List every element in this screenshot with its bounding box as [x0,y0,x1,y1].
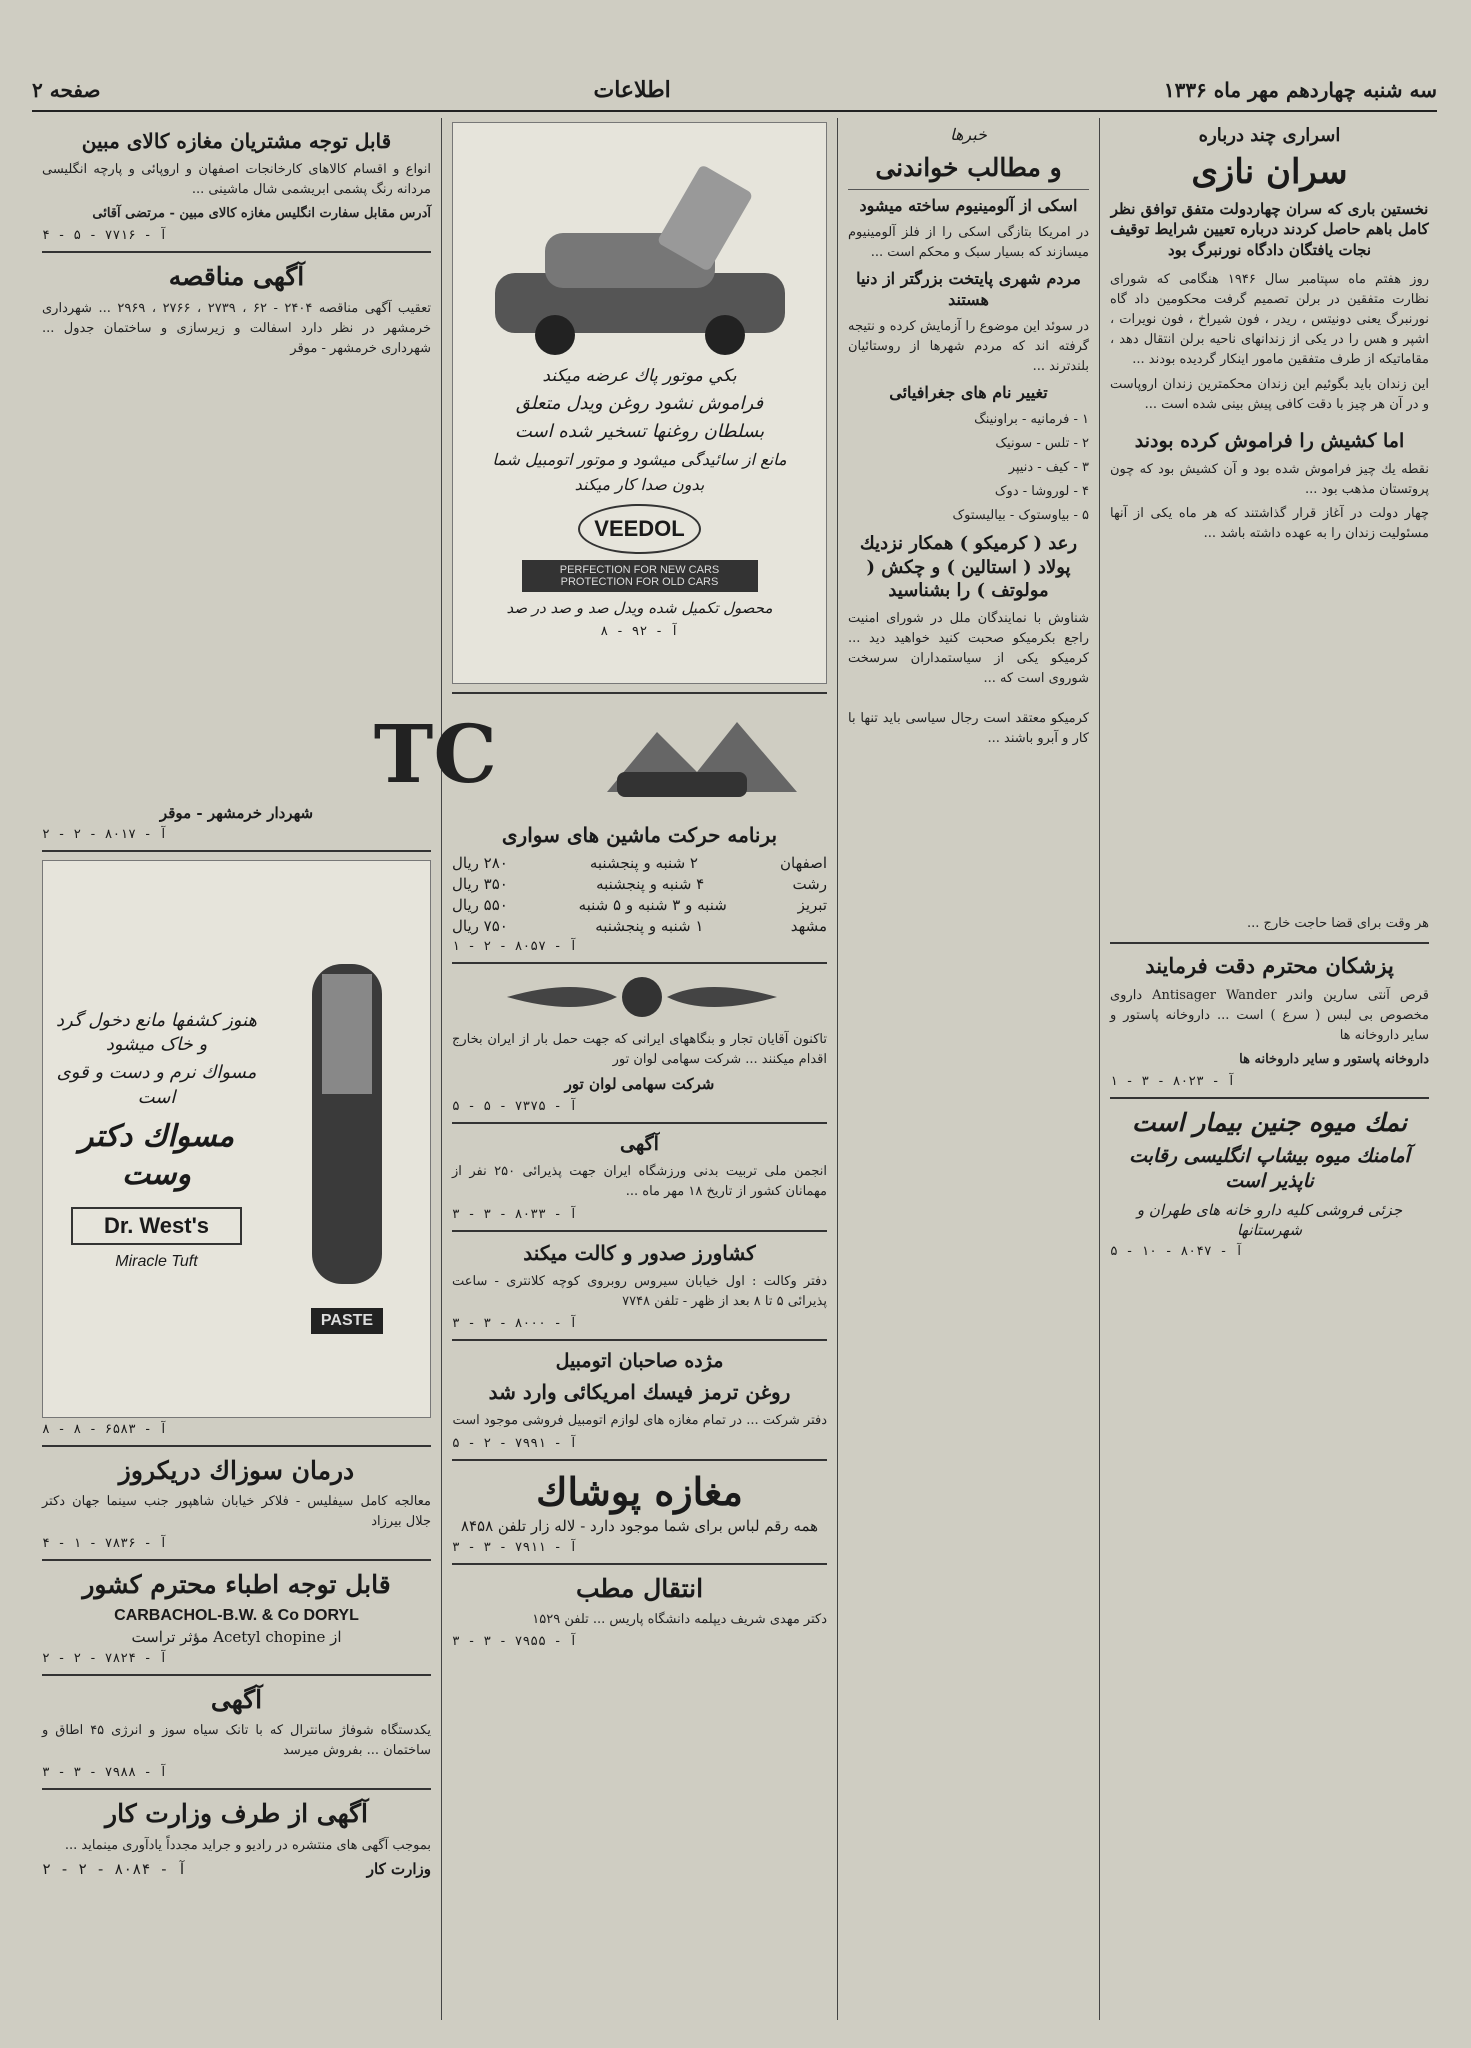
brush-text-1: هنوز کشفها مانع دخول گرد و خاک میشود [55,1009,258,1056]
paper-name: اطلاعات [593,77,671,103]
news-item-4-title: رعد ( کرمیکو ) همکار نزدیك پولاد ( استالین ) و چکش ( مولوتف ) را بشناسید [859,533,1078,602]
tender-code: آ - ۸۰۱۷ - ۲ - ۲ [42,826,168,842]
news-list [848,410,1089,527]
brush-code: آ - ۶۵۸۳ - ۸ - ۸ [42,1421,168,1437]
mobin-code: آ - ۷۷۱۶ - ۵ - ۴ [42,228,168,244]
veedol-line-1: فراموش نشود روغن ويدل متعلق [515,392,764,414]
doctor-code: آ - ۷۸۲۴ - ۲ - ۲ [42,1650,168,1666]
ministry-title: آگهی از طرف وزارت كار [105,1799,368,1829]
mobin-title: قابل توجه مشتریان مغازه كالای مبین [81,129,392,153]
table-row: رشت ۴ شنبه و پنجشنبه ۳۵۰ ريال [452,875,827,893]
tender-body: تعقیب آگهی مناقصه ۲۴۰۴ - ۶۲ ، ۲۷۳۹ ، ۲۷۶۶ ، ۲۹۶۹ ... شهرداری خرمشهر در نظر دارد اسفالت و زیرسازی و ساختمان جدول ... شهرداری خرمشهر - موقر [42,300,432,356]
veedol-brand: VEEDOL [578,504,700,554]
agahi-body: یکدستگاه شوفاژ سانترال که با تانک سیاه سوز و انرژی ۴۵ اطاق و ساختمان ... بفروش میرسد [42,1723,431,1759]
ministry-code: آ - ۸۰۸۴ - ۲ - ۲ [42,1859,187,1878]
brush-paste: PASTE [311,1308,383,1334]
brush-text-2: مسواك نرم و دست و قوی است [56,1062,257,1108]
hair-title: درمان سوزاك دریكروز [118,1455,355,1485]
winged-emblem-icon [457,972,827,1022]
column-left-ads [32,118,441,2020]
news-item-2-title: مردم شهری پایتخت بزرگتر از دنیا هستند [856,268,1081,309]
move-code: آ - ۷۹۵۵ - ۳ - ۳ [452,1634,578,1650]
bus-logo-icon [373,702,827,812]
news-item-4-body: شناوش با نمایندگان ملل در شورای امنیت راجع بکرمیکو صحبت کنید خواهید دید ... کرمیکو یکی از سیاستمداران سرسخت شوروی است كه ... [848,610,1089,687]
list-item: ۵ - بیاوستوک - بیالیستوک [952,508,1089,524]
veedol-agent: محصول تكميل شده ويدل صد و صد در صد [506,598,773,617]
doctors-ad-body: قرص آنتی سارین واندر Antisager Wander داروی مخصوص بی لبس ( سرع ) است ... داروخانه پاستور و سایر داروخانه ها [1110,987,1429,1043]
doctor-title: قابل توجه اطباء محترم کشور [82,1570,391,1600]
bus-table [452,854,827,935]
news-item-2-body: در سوئد این موضوع را آزمایش کرده و نتیجه گرفته اند که مردم شهرها از روستائيان بلندترند ... [848,318,1089,374]
list-item: ۴ - لوروشا - دوک [994,484,1089,500]
bus-title: برنامه حرکت ماشین های سواری [501,823,778,847]
move-title: انتقال مطب [575,1573,704,1603]
mobin-body: انواع و اقسام کالاهای کارخانجات اصفهان و اروپائی و پارچه انگلیسی مردانه رنگ پشمی ابریشمی شال ماشینی ... [42,162,431,198]
tour-body: تاکنون آقایان تجار و بنگاههای ایرانی که جهت حمل بار از ایران بخارج اقدام میکنند ... شرکت سهامی لوان تور [452,1032,827,1068]
list-item: ۱ - فرمانیه - براونینگ [974,411,1089,427]
ministry-body: بموجب آگهی های منتشره در رادیو و جراید مجدداً یادآوری مینماید ... [64,1837,431,1853]
svg-text:TC: TC [373,707,497,801]
article-section-title: اما كشيش را فراموش كرده بودند [1134,429,1405,452]
toothbrush-icon [287,944,407,1304]
veedol-code: آ - ۹۲ - ۸ [600,623,679,639]
article-body-4: چهار دولت در آغاز قرار گذاشتند كه هر ماه يكى از آنها مسئوليت زندان را به عهده داشته باشد ... [1110,505,1429,541]
tender-title: آگهی مناقصه [168,262,305,292]
salt-ad-title: نمك ميوه جنين بيمار است [1132,1108,1407,1138]
farmer-body: دفتر وکالت : اول خیابان سیروس روبروی کوچه کلانتری - ساعت پذیرائی ۵ تا ۸ بعد از ظهر - تلفن ۷۷۴۸ [452,1273,827,1309]
toothbrush-ad [42,860,431,1418]
article-body-1: روز هفتم ماه سپتامبر سال ۱۹۴۶ هنگامی که شوراى نظارت متفقين در برلن تصميم گرفت محکومين داد گاه نورنبرگ يعنى دونيتس ، ريدر ، فون شيراخ ، فون نويرات ، اشپر و هس را در يكى از زندانهاى ناحيه برلن انتقال دهد ، مقاماتيكه از طرف متفقين مامور اينكار گرديده بودند ... [1110,271,1430,368]
shop-code: آ - ۷۹۱۱ - ۳ - ۳ [452,1539,578,1555]
page-header [32,70,1437,112]
move-body: دکتر مهدی شریف دیپلمه دانشگاه پاریس ... تلفن ۱۵۲۹ [532,1612,827,1628]
agahi-title: آگهی [210,1684,263,1714]
oil-title: روغن ترمز فیسك امریکائی وارد شد [488,1380,791,1405]
page-number: صفحه ۲ [32,78,101,102]
column-news [837,118,1099,2020]
veedol-line-4: بدون صدا كار ميكند [574,475,705,495]
tender-sign: شهردار خرمشهر - موقر [159,803,314,822]
salt-ad-code: آ - ۸۰۴۷ - ۱۰ - ۵ [1110,1244,1244,1260]
salt-ad-body: آمامنك ميوه بيشاپ انگليسى رقابت ناپذير است [1129,1145,1410,1193]
news-kicker: خبرها [950,125,987,144]
mobin-address: آدرس مقابل سفارت انگلیس مغازه كالای مبین - مرتضی آقائی [92,206,431,222]
doctor-line: از Acetyl chopine مؤثر تراست [131,1627,342,1646]
bus-code: آ - ۸۰۵۷ - ۲ - ۱ [452,939,578,954]
doctors-ad-title: پزشکان محترم دقت فرمایند [1145,953,1394,979]
oil-body: دفتر شرکت ... در تمام مغازه های لوازم اتومبیل فروشی موجود است [452,1413,827,1429]
notice-code: آ - ۸۰۳۳ - ۳ - ۳ [452,1206,578,1222]
date-label: سه شنبه چهاردهم مهر ماه ۱۳۳۶ [1163,78,1437,102]
table-row: مشهد ۱ شنبه و پنجشنبه ۷۵۰ ريال [452,917,827,935]
article-title: سران نازی [1191,152,1348,193]
column-article [1099,118,1439,2020]
bus-ad [373,702,827,954]
news-item-1-title: اسکی از آلومینیوم ساخته میشود [859,195,1078,215]
hair-code: آ - ۷۸۳۶ - ۱ - ۴ [42,1536,168,1552]
news-item-3-title: تغییر نام های جغرافیائی [889,382,1048,402]
list-item: ۳ - کیف - دنیپر [1008,460,1089,476]
doctors-ad-pharm: داروخانه پاستور و سایر داروخانه ها [1239,1051,1429,1067]
brush-title: مسواك دکتر وست [78,1119,235,1192]
agahi-code: آ - ۷۹۸۸ - ۳ - ۳ [42,1765,168,1781]
veedol-ad [452,122,827,684]
veedol-line-2: بسلطان روغنها تسخير شده است [514,421,765,443]
veedol-tag: PERFECTION FOR NEW CARS PROTECTION FOR OLD CARS [522,560,758,592]
shop-title: مغازه پوشاك [536,1468,743,1514]
brush-sub: Miracle Tuft [115,1253,198,1271]
article-footer: هر وقت براى قضا حاجت خارج ... [1247,916,1429,932]
doctors-ad-code: آ - ۸۰۲۳ - ۳ - ۱ [1110,1074,1236,1090]
news-title: و مطالب خواندنی [875,152,1062,182]
table-row: تبریز شنبه و ۳ شنبه و ۵ شنبه ۵۵۰ ريال [452,896,827,914]
notice-title: آگهی [620,1132,659,1155]
article-body-3: نقطه يك چيز فراموش شده بود و آن كشيش بود كه چون پروتستان مذهب بود ... [1110,461,1429,497]
notice-body: انجمن ملی تربیت بدنی ورزشگاه ایران جهت پذیرائی ۲۵۰ نفر از مهمانان کشور از تاریخ ۱۸ مهر ماه ... [452,1164,827,1200]
tour-code: آ - ۷۳۷۵ - ۵ - ۵ [452,1098,578,1114]
ministry-footer [42,1860,431,1878]
article-kicker: اسرارى چند درباره [1198,125,1341,146]
farmer-title: کشاورز صدور و کالت میکند [523,1240,756,1265]
list-item: ۲ - تلس - سونیک [995,435,1089,451]
hair-body: معالجه کامل سیفلیس - فلاکر خیابان شاهپور جنب سینما جهان دکتر جلال بیرزاد [42,1494,431,1530]
mozhdeh-title: مژده صاحبان اتومبیل [555,1349,724,1372]
article-subtitle: نخستین بارى که سران چهاردولت متفق توافق نظر كامل باهم حاصل کردند درباره تعیین شرایط توقیف نجات یافتگان دادگاه نورنبرگ بود [1110,200,1429,259]
salt-ad-body-2: جزئی فروشی كليه دارو خانه های طهران و شهرستانها [1136,1200,1403,1239]
veedol-caption: بكي موتور پاك عرضه ميكند [542,366,737,387]
table-row: اصفهان ۲ شنبه و پنجشنبه ۲۸۰ ريال [452,854,827,872]
shop-body: همه رقم لباس برای شما موجود دارد - لاله زار تلفن ۸۴۵۸ [460,1516,819,1535]
farmer-code: آ - ۸۰۰۰ - ۳ - ۳ [452,1315,578,1331]
ministry-sign: وزارت کار [366,1859,431,1878]
veedol-line-3: مانع از سائيدگى ميشود و موتور اتومبيل شما [492,449,787,469]
doctor-latin: CARBACHOL-B.W. & Co DORYL [114,1606,359,1624]
news-item-4-body-2: کرمیکو معتقد است رجال سیاسی باید تنها با کار و آبرو باشند ... [848,711,1089,747]
news-item-1-body: در امریکا بتازگی اسکی را از فلز آلومینیوم میسازند که بسیار سبک و محکم است ... [848,224,1089,260]
article-body-2: اين زندان بايد بگوئيم اين زندان محكمترين زندان اروپاست و در آن هر چيز با دقت كافى پيش بينى شده است ... [1110,376,1429,412]
brush-brand: Dr. West's [71,1207,242,1245]
car-illustration-icon [475,163,805,363]
oil-code: آ - ۷۹۹۱ - ۲ - ۵ [452,1435,578,1451]
tour-name: شرکت سهامی لوان تور [564,1075,715,1094]
